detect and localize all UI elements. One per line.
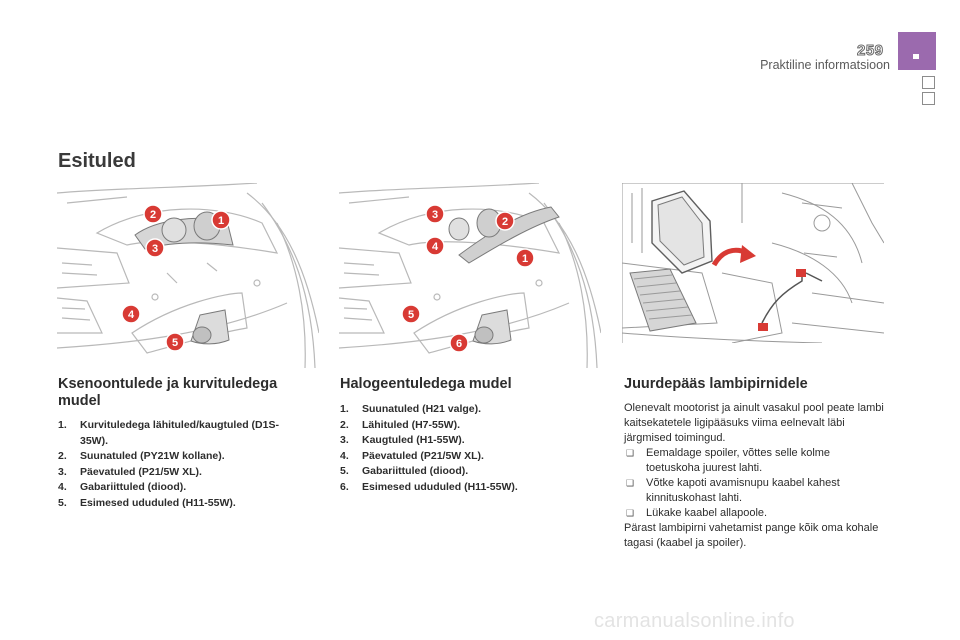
page-number: 259 [857, 42, 884, 59]
item-number: 1. [58, 419, 67, 431]
watermark: carmanualsonline.info [594, 610, 795, 632]
xenon-item [58, 496, 298, 512]
item-number: 4. [58, 481, 67, 493]
chapter-tab [898, 32, 936, 70]
checkbox-bullet-icon: ❑ [626, 478, 635, 488]
access-instructions [624, 401, 886, 551]
halogen-item [340, 480, 580, 496]
xenon-item [58, 465, 298, 481]
halogen-headlamp-figure [339, 183, 601, 368]
step-text: Lükake kaabel allapoole. [646, 507, 768, 519]
engine-bay-figure [622, 183, 884, 368]
clip-icon [796, 269, 806, 277]
item-text: Päevatuled (P21/5W XL). [362, 449, 484, 462]
item-number: 3. [340, 434, 349, 446]
svg-text:2: 2 [149, 209, 157, 221]
item-text: Suunatuled (PY21W kollane). [80, 450, 225, 462]
nav-box-2 [922, 92, 935, 105]
nav-box-1 [922, 76, 935, 89]
item-number: 2. [58, 450, 67, 462]
badge-4 [122, 305, 140, 323]
svg-text:4: 4 [127, 309, 135, 321]
badge-1 [516, 249, 534, 267]
item-text: Esimesed ududuled (H11-55W). [80, 496, 236, 509]
item-number: 3. [58, 465, 67, 478]
item-text: Gabariittuled (diood). [80, 481, 187, 493]
badge-5 [402, 305, 420, 323]
checkbox-bullet-icon: ❑ [626, 508, 635, 518]
item-number: 4. [340, 449, 349, 462]
svg-text:1: 1 [217, 215, 225, 227]
xenon-item [58, 418, 298, 449]
halogen-heading: Halogeentuledega mudel [340, 376, 512, 392]
badge-3 [146, 239, 164, 257]
item-text: Päevatuled (P21/5W XL). [80, 465, 202, 478]
halogen-item [340, 433, 580, 449]
svg-text:3: 3 [431, 209, 439, 221]
tab-marker-icon [913, 54, 919, 59]
item-number: 2. [340, 418, 349, 431]
svg-text:2: 2 [501, 216, 509, 228]
halogen-item [340, 464, 580, 480]
svg-text:1: 1 [521, 253, 529, 265]
checkbox-bullet-icon: ❑ [626, 448, 635, 458]
svg-text:6: 6 [455, 338, 463, 350]
halogen-item [340, 449, 580, 465]
item-number: 6. [340, 480, 349, 493]
xenon-headlamp-figure [57, 183, 319, 368]
xenon-item [58, 480, 298, 496]
badge-4 [426, 237, 444, 255]
halogen-bulb-list [340, 402, 580, 495]
step-text: Võtke kapoti avamisnupu kaabel kahest kinnituskohast lahti. [646, 477, 840, 504]
xenon-item [58, 449, 298, 465]
item-text: Lähituled (H7-55W). [362, 418, 461, 431]
badge-3 [426, 205, 444, 223]
access-outro: Pärast lambipirni vahetamist pange kõik oma kohale tagasi (kaabel ja spoiler). [624, 522, 879, 549]
badge-2 [496, 212, 514, 230]
step-text: Eemaldage spoiler, võttes selle kolme toetuskoha juurest lahti. [646, 447, 831, 474]
access-heading: Juurdepääs lambipirnidele [624, 376, 808, 392]
item-number: 1. [340, 403, 349, 415]
xenon-heading: Ksenoontulede ja kurvituledega mudel [58, 376, 278, 409]
item-text: Kurvituledega lähituled/kaugtuled (D1S-35W). [80, 419, 279, 447]
item-number: 5. [58, 496, 67, 509]
badge-1 [212, 211, 230, 229]
item-text: Suunatuled (H21 valge). [362, 403, 482, 415]
halogen-item [340, 402, 580, 418]
access-step [624, 476, 886, 506]
item-text: Gabariittuled (diood). [362, 465, 469, 477]
badge-2 [144, 205, 162, 223]
section-title: Praktiline informatsioon [760, 58, 890, 72]
svg-text:4: 4 [431, 241, 439, 253]
svg-text:5: 5 [171, 337, 179, 349]
access-step [624, 446, 886, 476]
page-title: Esituled [58, 150, 136, 172]
access-intro: Olenevalt mootorist ja ainult vasakul pool peate lambi kaitsekatetele ligipääsuks viima eelnevalt läbi järgmised toimingud. [624, 402, 884, 444]
item-text: Kaugtuled (H1-55W). [362, 434, 465, 446]
access-step [624, 506, 886, 521]
svg-text:3: 3 [151, 243, 159, 255]
halogen-item [340, 418, 580, 434]
badge-5 [166, 333, 184, 351]
clip-icon [758, 323, 768, 331]
item-text: Esimesed ududuled (H11-55W). [362, 480, 518, 493]
item-number: 5. [340, 465, 349, 477]
svg-text:5: 5 [407, 309, 415, 321]
xenon-bulb-list [58, 418, 298, 511]
badge-6 [450, 334, 468, 352]
